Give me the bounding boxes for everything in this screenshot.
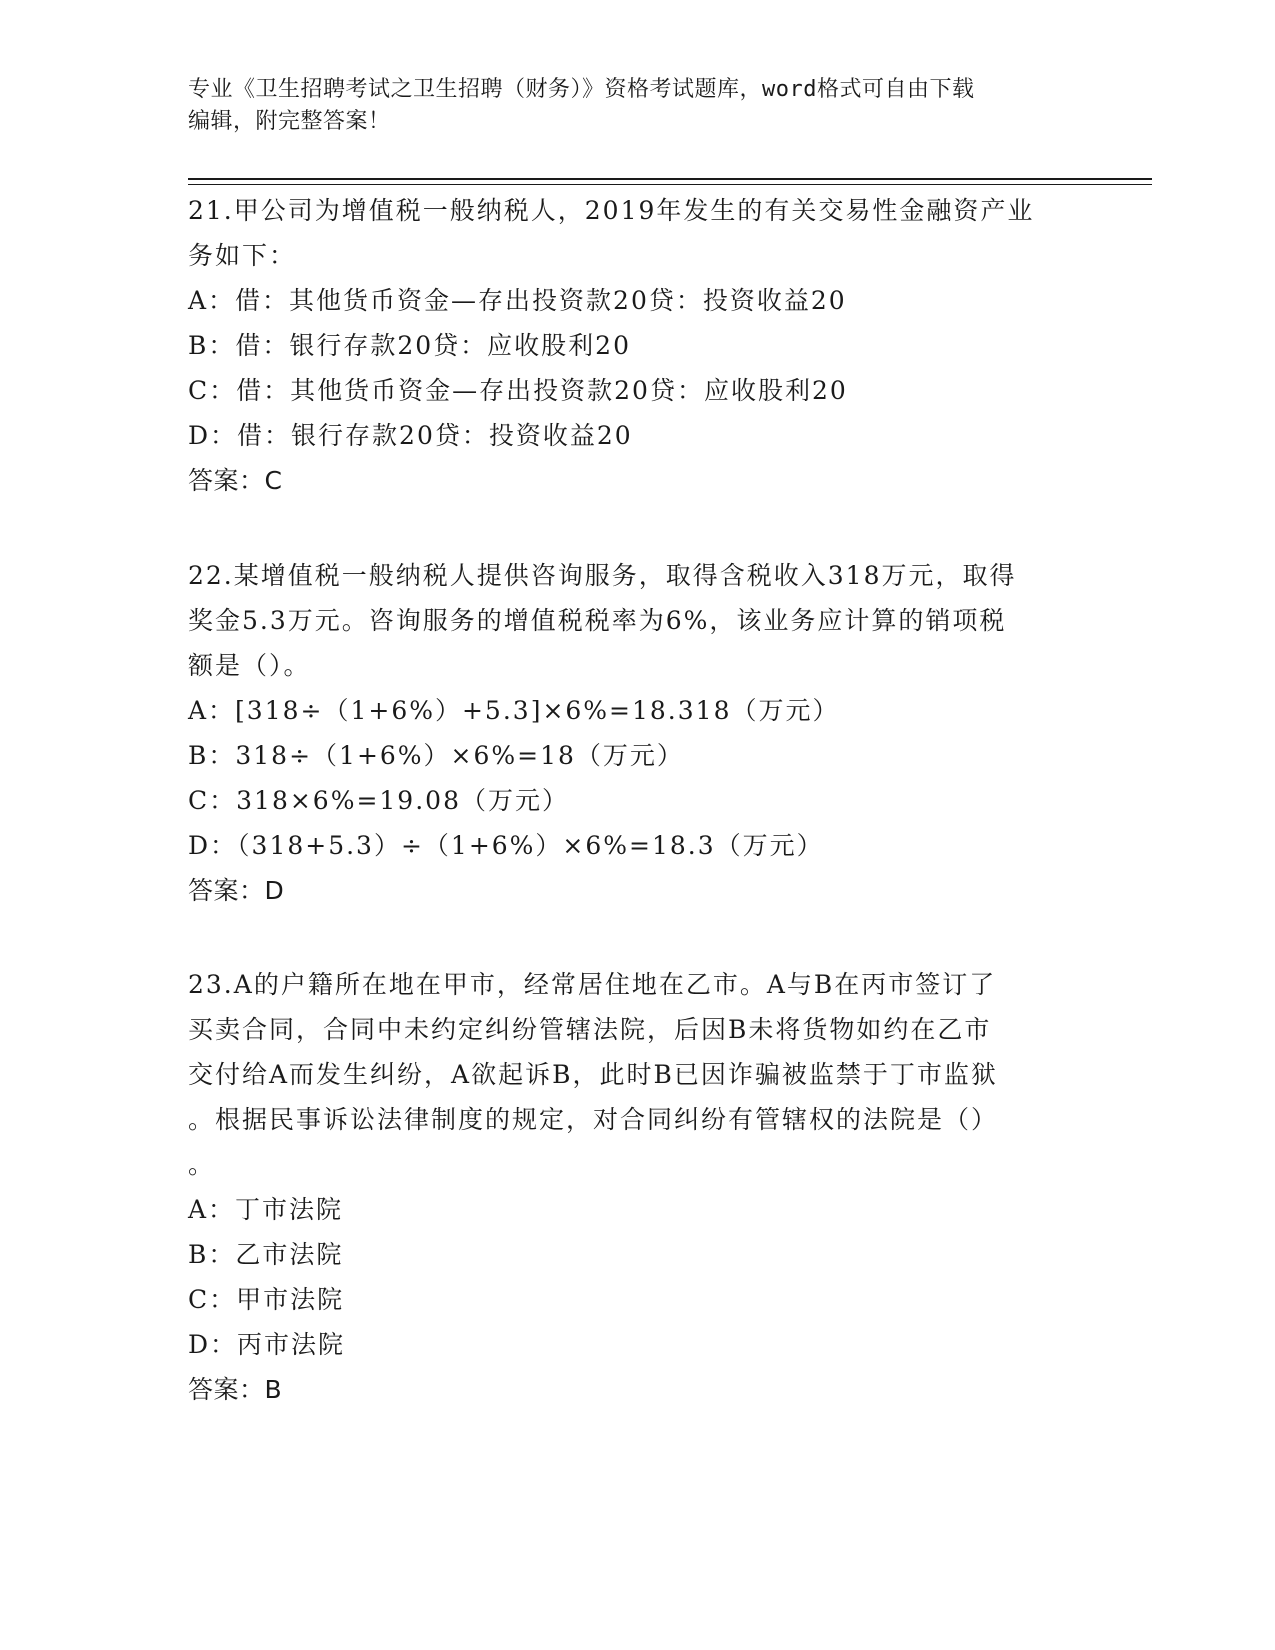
question-stem-line: 22.某增值税一般纳税人提供咨询服务，取得含税收入318万元，取得 [188,561,1017,590]
question-stem-line: 。 [188,1150,216,1179]
header-divider-thick [188,178,1152,180]
question-21 [188,188,1088,503]
header-divider-thin [188,184,1152,185]
option-d: D：借：银行存款20贷：投资收益20 [188,421,633,450]
option-a: A：借：其他货币资金—存出投资款20贷：投资收益20 [188,286,847,315]
question-stem-line: 额是（）。 [188,651,311,680]
answer: 答案：B [188,1375,283,1404]
question-stem-line: 23.A的户籍所在地在甲市，经常居住地在乙市。A与B在丙市签订了 [188,970,997,999]
question-stem-line: 交付给A而发生纠纷，A欲起诉B，此时B已因诈骗被监禁于丁市监狱 [188,1060,998,1089]
option-a: A：丁市法院 [188,1195,344,1224]
question-22 [188,553,1088,913]
document-header [188,74,1068,138]
question-stem-line: 务如下： [188,241,297,270]
option-d: D：丙市法院 [188,1330,346,1359]
option-c: C：甲市法院 [188,1285,345,1314]
question-stem-line: 。根据民事诉讼法律制度的规定，对合同纠纷有管辖权的法院是（） [188,1105,999,1134]
option-b: B：乙市法院 [188,1240,344,1269]
option-b: B：318÷（1+6%）×6%=18（万元） [188,741,684,770]
answer: 答案：C [188,466,283,495]
answer: 答案：D [188,876,285,905]
question-stem-line: 买卖合同，合同中未约定纠纷管辖法院，后因B未将货物如约在乙市 [188,1015,992,1044]
option-d: D：（318+5.3）÷（1+6%）×6%=18.3（万元） [188,831,824,860]
question-stem-line: 奖金5.3万元。咨询服务的增值税税率为6%，该业务应计算的销项税 [188,606,1007,635]
option-b: B：借：银行存款20贷：应收股利20 [188,331,631,360]
header-line-1: 专业《卫生招聘考试之卫生招聘（财务）》资格考试题库，word格式可自由下载 [188,77,975,102]
option-c: C：318×6%=19.08（万元） [188,786,569,815]
option-c: C：借：其他货币资金—存出投资款20贷：应收股利20 [188,376,848,405]
header-line-2: 编辑，附完整答案！ [188,109,391,134]
question-stem-line: 21.甲公司为增值税一般纳税人，2019年发生的有关交易性金融资产业 [188,196,1035,225]
question-23 [188,962,1088,1412]
option-a: A：[318÷（1+6%）+5.3]×6%=18.318（万元） [188,696,840,725]
